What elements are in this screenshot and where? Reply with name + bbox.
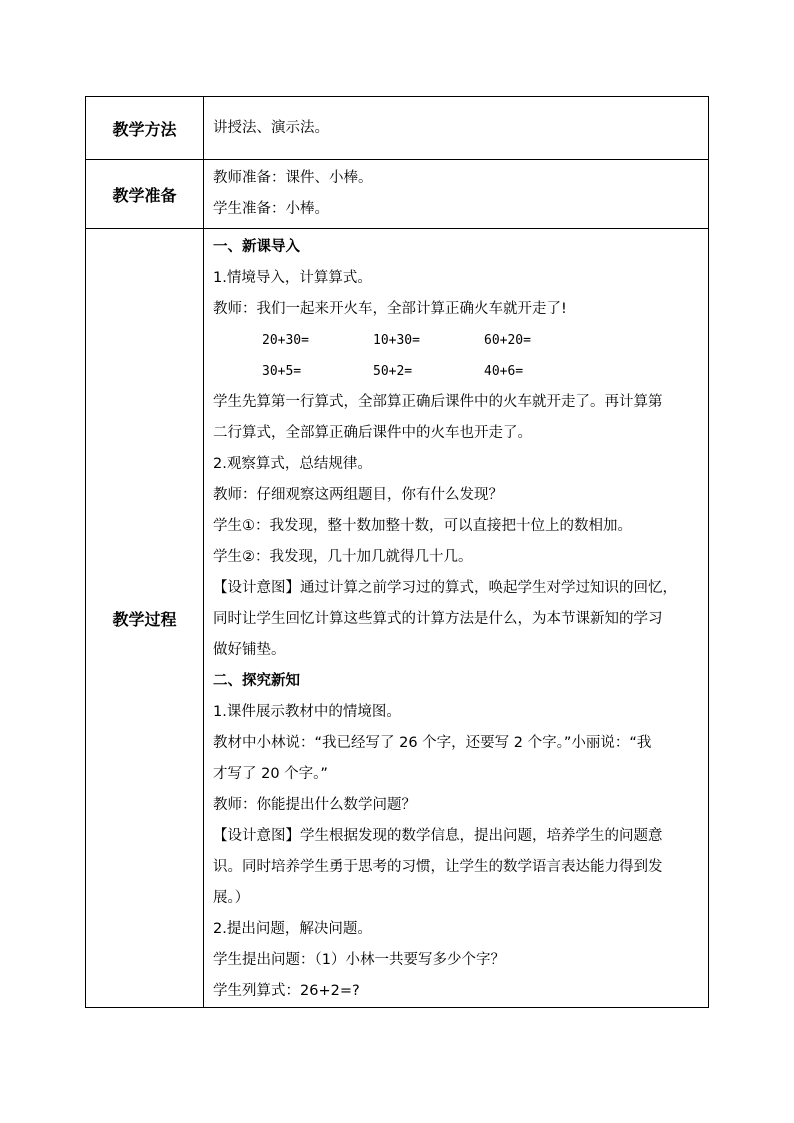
s2-intent-line2: 识。同时培养学生勇于思考的习惯，让学生的数学语言表达能力得到发 xyxy=(213,859,663,875)
equation: 60+20= xyxy=(484,333,531,348)
s2-intent-line1: 【设计意图】学生根据发现的数学信息，提出问题，培养学生的问题意 xyxy=(213,828,663,844)
s2-formula: 学生列算式：26+2=? xyxy=(213,983,360,999)
row-teaching-process xyxy=(86,229,709,1008)
s2-intent-line3: 展。） xyxy=(213,890,250,906)
equation: 30+5= xyxy=(262,364,302,379)
s1-step2: 2.观察算式，总结规律。 xyxy=(213,456,372,472)
content-teaching-process xyxy=(204,229,709,1008)
s2-text-line1: 教材中小林说：“我已经写了 26 个字，还要写 2 个字。”小丽说：“我 xyxy=(213,735,652,751)
s1-teacher: 教师：我们一起来开火车，全部计算正确火车就开走了! xyxy=(213,301,567,317)
equation: 40+6= xyxy=(484,364,524,379)
s2-text-line2: 才写了 20 个字。” xyxy=(213,766,328,782)
s1-intent-line3: 做好铺垫。 xyxy=(213,642,286,658)
s1-step1: 1.情境导入，计算算式。 xyxy=(213,270,372,286)
method-text: 讲授法、演示法。 xyxy=(213,119,329,136)
equations-row-1 xyxy=(213,325,701,356)
s2-question: 学生提出问题：（1）小林一共要写多少个字？ xyxy=(213,952,505,968)
s2-teacher: 教师：你能提出什么数学问题？ xyxy=(213,797,416,813)
lesson-plan-table xyxy=(85,96,709,1008)
s1-intent-line2: 同时让学生回忆计算这些算式的计算方法是什么，为本节课新知的学习 xyxy=(213,611,663,627)
s2-step2: 2.提出问题，解决问题。 xyxy=(213,921,372,937)
content-teaching-preparation xyxy=(204,160,709,229)
teacher-preparation: 教师准备：课件、小棒。 xyxy=(213,170,373,186)
equations-row-2 xyxy=(213,356,701,387)
s1-intent-line1: 【设计意图】通过计算之前学习过的算式，唤起学生对学过知识的回忆， xyxy=(213,580,677,596)
equation: 20+30= xyxy=(262,333,309,348)
s1-teacher2: 教师：仔细观察这两组题目，你有什么发现？ xyxy=(213,487,503,503)
equation: 10+30= xyxy=(373,333,420,348)
label-teaching-preparation: 教学准备 xyxy=(86,160,204,229)
section2-title: 二、探究新知 xyxy=(213,673,300,689)
s1-student2: 学生②：我发现，几十加几就得几十几。 xyxy=(213,549,473,565)
equation: 50+2= xyxy=(373,364,413,379)
s1-student1: 学生①：我发现，整十数加整十数，可以直接把十位上的数相加。 xyxy=(213,518,632,534)
section1-title: 一、新课导入 xyxy=(213,239,300,255)
student-preparation: 学生准备：小棒。 xyxy=(213,201,329,217)
s1-students-line1: 学生先算第一行算式，全部算正确后课件中的火车就开走了。再计算第 xyxy=(213,394,663,410)
label-teaching-method: 教学方法 xyxy=(86,97,204,160)
s1-students-line2: 二行算式，全部算正确后课件中的火车也开走了。 xyxy=(213,425,532,441)
label-teaching-process: 教学过程 xyxy=(86,229,204,1008)
content-teaching-method xyxy=(204,97,709,160)
s2-step1: 1.课件展示教材中的情境图。 xyxy=(213,704,401,720)
row-teaching-method xyxy=(86,97,709,160)
row-teaching-preparation xyxy=(86,160,709,229)
